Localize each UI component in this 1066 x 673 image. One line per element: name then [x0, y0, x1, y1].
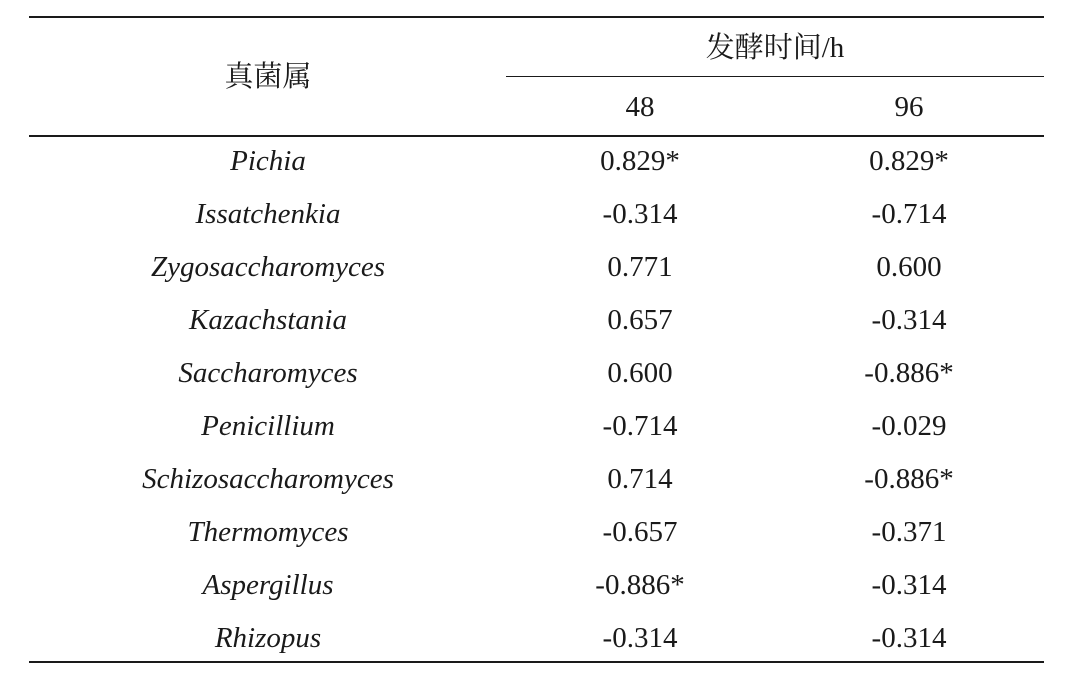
value-96h-cell: 0.600 [876, 251, 942, 283]
value-48h-cell: 0.657 [607, 304, 673, 336]
value-48h-cell: -0.886* [595, 569, 685, 601]
value-96h-cell: -0.314 [871, 622, 947, 654]
table-top-rule [29, 16, 1044, 18]
column-header-48: 48 [625, 91, 655, 123]
genus-cell: Thermomyces [187, 516, 349, 548]
column-header-96: 96 [894, 91, 924, 123]
value-96h-cell: -0.371 [871, 516, 947, 548]
value-48h-cell: -0.314 [602, 198, 678, 230]
table-bottom-rule [29, 661, 1044, 663]
value-96h-cell: -0.029 [871, 410, 947, 442]
value-48h-cell: 0.771 [607, 251, 673, 283]
genus-cell: Kazachstania [189, 304, 347, 336]
header-subgroup-rule [506, 76, 1044, 77]
value-48h-cell: 0.829* [600, 145, 680, 177]
value-48h-cell: 0.600 [607, 357, 673, 389]
value-96h-cell: 0.829* [869, 145, 949, 177]
value-96h-cell: -0.886* [864, 357, 954, 389]
value-48h-cell: -0.714 [602, 410, 678, 442]
genus-column-header: 真菌属 [224, 61, 312, 93]
genus-cell: Penicillium [201, 410, 335, 442]
genus-cell: Issatchenkia [195, 198, 341, 230]
genus-cell: Saccharomyces [178, 357, 358, 389]
header-bottom-rule [29, 135, 1044, 137]
value-96h-cell: -0.886* [864, 463, 954, 495]
value-96h-cell: -0.314 [871, 569, 947, 601]
value-96h-cell: -0.314 [871, 304, 947, 336]
genus-cell: Aspergillus [202, 569, 334, 601]
value-96h-cell: -0.714 [871, 198, 947, 230]
genus-cell: Rhizopus [214, 622, 322, 654]
value-48h-cell: 0.714 [607, 463, 673, 495]
genus-cell: Pichia [230, 145, 306, 177]
genus-cell: Schizosaccharomyces [142, 463, 394, 495]
fermentation-time-header: 发酵时间/h [705, 32, 845, 64]
value-48h-cell: -0.657 [602, 516, 678, 548]
value-48h-cell: -0.314 [602, 622, 678, 654]
genus-cell: Zygosaccharomyces [150, 251, 386, 283]
